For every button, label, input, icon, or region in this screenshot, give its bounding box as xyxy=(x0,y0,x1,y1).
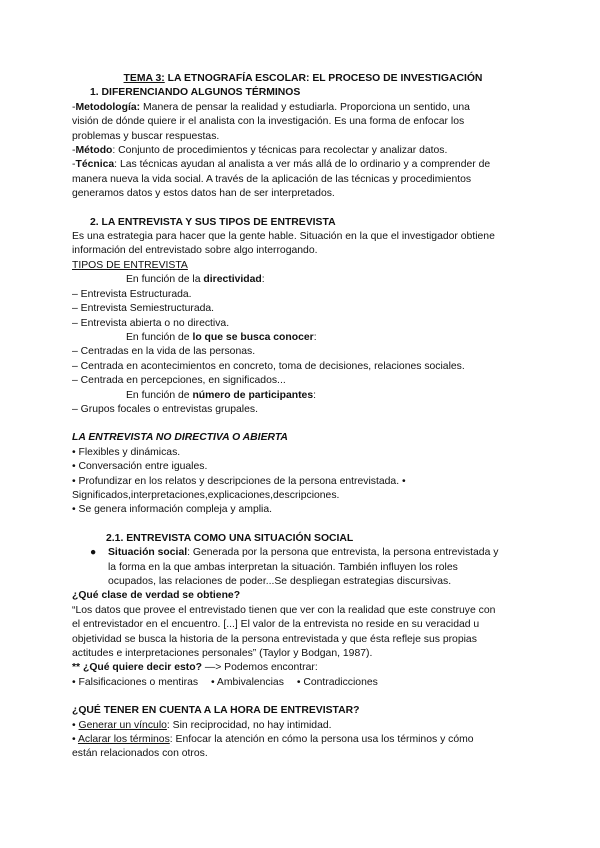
spacer xyxy=(72,690,534,704)
group-heading-conocer: En función de lo que se busca conocer: xyxy=(126,331,317,343)
list-item: • Generar un vínculo: Sin reciprocidad, no hay intimidad. xyxy=(72,719,332,731)
list-item: • Se genera información compleja y amplia. xyxy=(72,504,273,516)
definition-metodo: -Método: Conjunto de procedimientos y técnicas para recolectar y analizar datos. xyxy=(72,145,448,157)
list-item: – Entrevista abierta o no directiva. xyxy=(72,317,230,329)
list-item: • Conversación entre iguales. xyxy=(72,461,208,473)
definition-tecnica: -Técnica: Las técnicas ayudan al analista a ver más allá de lo ordinario y a comprender de xyxy=(72,159,491,171)
question-que-quiere-decir: ** ¿Qué quiere decir esto? —> Podemos encontrar: xyxy=(72,662,318,674)
list-item: – Entrevista Estructurada. xyxy=(72,288,192,300)
section-heading-interview: 2. LA ENTREVISTA Y SUS TIPOS DE ENTREVISTA xyxy=(90,216,336,228)
group-heading-directividad: En función de la directividad: xyxy=(126,274,265,286)
list-item: • Aclarar los términos: Enfocar la atención en cómo la persona usa los términos y cómo xyxy=(72,734,474,746)
section-heading-entrevistar: ¿QUÉ TENER EN CUENTA A LA HORA DE ENTREVISTAR? xyxy=(72,705,360,717)
definition-line: visión de dónde quiere ir el analista con la investigación. Es una forma de enfocar los xyxy=(72,116,465,128)
list-item: Significados,interpretaciones,explicaciones,descripciones. xyxy=(72,489,340,501)
list-item: – Centrada en acontecimientos en concreto, toma de decisiones, relaciones sociales. xyxy=(72,360,465,372)
list-item: – Entrevista Semiestructurada. xyxy=(72,303,215,315)
definition-line: problemas y buscar respuestas. xyxy=(72,130,220,142)
list-item: – Centradas en la vida de las personas. xyxy=(72,346,256,358)
list-item: • Contradicciones xyxy=(296,676,378,688)
section-heading-situacion-social: 2.1. ENTREVISTA COMO UNA SITUACIÓN SOCIAL xyxy=(106,532,354,544)
question-verdad: ¿Qué clase de verdad se obtiene? xyxy=(72,590,241,602)
list-item: • Flexibles y dinámicas. xyxy=(72,446,181,458)
intro-line: Es una estrategia para hacer que la gente hable. Situación en la que el investigador obtiene xyxy=(72,231,495,243)
bullet-situacion-social: ● Situación social: Generada por la persona que entrevista, la persona entrevistada y la forma en la que ambas interpretan la situación. También influyen los roles ocupados, las relaciones de poder...Se despliegan estrategias discursivas. xyxy=(72,546,534,589)
quote-line: el entrevistador en el encuentro. [...] El valor de la entrevista no reside en su veracidad u xyxy=(72,619,480,631)
definition-metodologia: -Metodología: Manera de pensar la realidad y estudiarla. Proporciona un sentido, una xyxy=(72,101,470,113)
list-item: • Falsificaciones o mentiras xyxy=(72,676,199,688)
group-heading-participantes: En función de número de participantes: xyxy=(126,389,317,401)
list-item-continuation: están relacionados con otros. xyxy=(72,748,208,760)
spacer xyxy=(72,202,534,216)
findings-list xyxy=(72,676,534,690)
bullet-icon: ● xyxy=(90,547,97,559)
list-item: – Grupos focales o entrevistas grupales. xyxy=(72,403,258,415)
intro-line: información del entrevistado sobre algo interrogando. xyxy=(72,245,318,257)
types-heading: TIPOS DE ENTREVISTA xyxy=(72,259,188,271)
list-item: • Ambivalencias xyxy=(210,676,284,688)
arrow-icon: —> xyxy=(204,662,222,674)
spacer xyxy=(72,417,534,431)
page-title: TEMA 3: LA ETNOGRAFÍA ESCOLAR: EL PROCESO DE INVESTIGACIÓN xyxy=(123,73,483,84)
section-heading-no-directiva: LA ENTREVISTA NO DIRECTIVA O ABIERTA xyxy=(72,432,288,444)
quote-line: actitudes e interpretaciones personales” (Taylor y Bodgan, 1987). xyxy=(72,648,373,660)
definition-line: generamos datos y estos datos han de ser interpretados. xyxy=(72,188,335,200)
list-item: • Profundizar en los relatos y descripciones de la persona entrevistada. • xyxy=(72,475,406,487)
quote-line: “Los datos que provee el entrevistado tienen que ver con la realidad que este construye con xyxy=(72,604,496,616)
section-heading-terms: 1. DIFERENCIANDO ALGUNOS TÉRMINOS xyxy=(90,87,301,99)
spacer xyxy=(72,518,534,532)
list-item: – Centrada en percepciones, en significados... xyxy=(72,375,286,387)
quote-line: objetividad se busca la historia de la persona entrevistada y que ésta refleje sus propias xyxy=(72,633,477,645)
definition-line: manera nueva la vida social. A través de la aplicación de las técnicas y procedimientos xyxy=(72,173,472,185)
document-page xyxy=(72,72,534,762)
